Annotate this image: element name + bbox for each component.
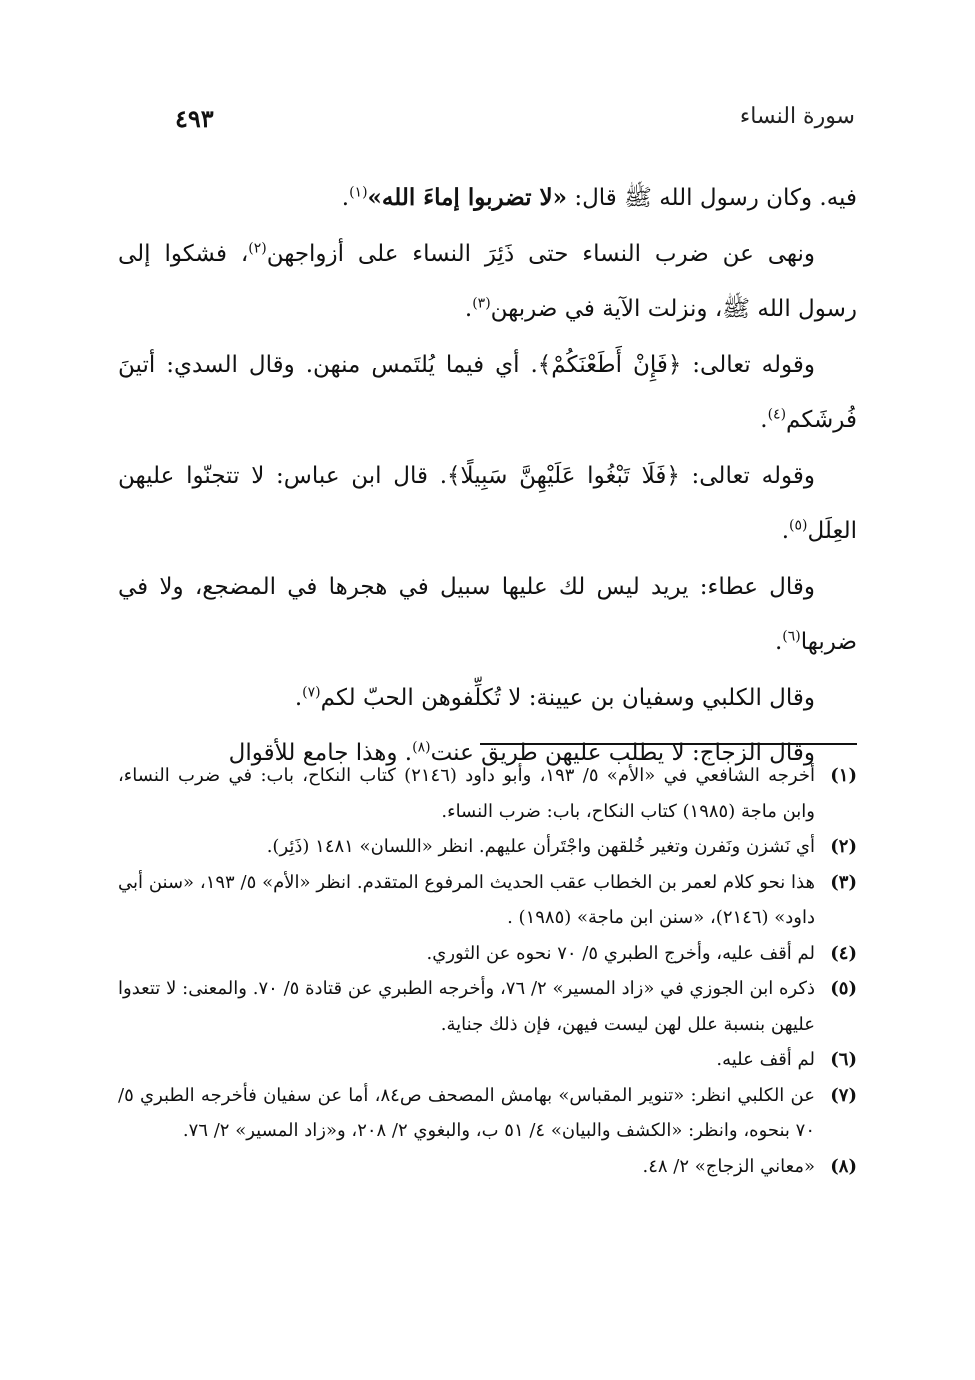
footnote-3 [118, 865, 857, 936]
footnote-text: هذا نحو كلام لعمر بن الخطاب عقب الحديث المرفوع المتقدم. انظر «الأم» ٥/ ١٩٣، «سنن أبي داود» (٢١٤٦)، «سنن ابن ماجة» (١٩٨٥) . [118, 871, 815, 928]
paragraph-6 [118, 671, 857, 727]
paragraph-end: . [464, 296, 473, 322]
main-text [118, 170, 857, 782]
paragraph-5 [118, 560, 857, 671]
footnote-text: أي نَشزن ونَفرن وتغير خُلقهن واجْتَرأن عليهم. انظر «اللسان» ١٤٨١ (ذَئِر). [266, 836, 815, 857]
paragraph-2 [118, 227, 857, 338]
page-header [120, 104, 855, 138]
footnote-number: (٣) [830, 871, 857, 893]
footnotes [118, 758, 857, 1184]
paragraph-text: وقال الكلبي وسفيان بن عيينة: لا تُكلِّفوهن الحبّ لكم [320, 684, 815, 711]
footnote-ref: (٢) [248, 239, 267, 256]
paragraph-3 [118, 338, 857, 449]
paragraph-end: . [781, 518, 789, 544]
paragraph-text: ، فشكوا إلى رسول الله ﷺ، ونزلت الآية في ضربهن [118, 240, 857, 322]
footnote-2 [118, 829, 857, 865]
paragraph-end: . [760, 407, 768, 433]
footnote-1 [118, 758, 857, 829]
paragraph-text: وقوله تعالى: ﴿فَإِنْ أَطَعْنَكُمْ﴾. أي فيما يُلتَمس منهن. وقال السدي: أتينَ فُرشَكم [118, 351, 857, 433]
footnote-text: لم أقف عليه. [716, 1049, 815, 1070]
footnote-ref: (٣) [472, 295, 491, 312]
footnote-6 [118, 1042, 857, 1078]
footnote-number: (٤) [830, 942, 857, 964]
footnote-text: عن الكلبي انظر: «تنوير المقباس» بهامش المصحف ص٨٤، أما عن سفيان فأخرجه الطبري ٥/ ٧٠ بنحوه، وانظر: «الكشف والبيان» ٤/ ٥١ ب، والبغوي ٢/ ٢٠٨، و«زاد المسير» ٢/ ٧٦. [118, 1084, 815, 1141]
paragraph-text: وقوله تعالى: ﴿فَلَا تَبْغُوا عَلَيْهِنَّ سَبِيلًا﴾. قال ابن عباس: لا تتجنّوا عليهن العِلَل [118, 462, 857, 544]
footnote-number: (٧) [830, 1084, 857, 1106]
footnote-4 [118, 936, 857, 972]
footnote-number: (١) [830, 765, 857, 786]
footnote-8 [118, 1149, 857, 1185]
footnote-number: (٨) [830, 1155, 857, 1177]
footnote-divider [480, 743, 857, 745]
footnote-text: «معاني الزجاج» ٢/ ٤٨. [642, 1155, 815, 1177]
footnote-7 [118, 1078, 857, 1149]
footnote-text: لم أقف عليه، وأخرج الطبري ٥/ ٧٠ نحوه عن الثوري. [426, 942, 815, 964]
paragraph-end: . [774, 629, 783, 655]
paragraph-end: . [294, 684, 303, 711]
paragraph-1 [118, 170, 857, 227]
footnote-number: (٦) [830, 1049, 857, 1070]
footnote-ref: (١) [349, 184, 368, 201]
paragraph-text: ونهى عن ضرب النساء حتى ذَئِرَ النساء على أزواجهن [266, 240, 815, 267]
paragraph-text: وقال الزجاج: لا يطلب عليهن طريق عنت [430, 740, 815, 766]
footnote-ref: (٦) [782, 628, 801, 645]
paragraph-end: . [341, 185, 350, 211]
footnote-text: أخرجه الشافعي في «الأم» ٥/ ١٩٣، وأبو داود (٢١٤٦) كتاب النكاح، باب: في ضرب النساء، وابن ماجة (١٩٨٥) كتاب النكاح، باب: ضرب النساء. [118, 765, 815, 822]
hadith-quote: «لا تضربوا إماءَ الله» [367, 184, 568, 211]
footnote-ref: (٨) [412, 739, 431, 756]
paragraph-text: وقال عطاء: يريد ليس لك عليها سبيل في هجرها في المضجع، ولا في ضربها [118, 573, 857, 655]
paragraph-text: فيه. وكان رسول الله ﷺ قال: [567, 185, 857, 211]
footnote-ref: (٧) [302, 683, 321, 700]
footnote-number: (٢) [830, 836, 857, 857]
footnote-number: (٥) [830, 978, 857, 999]
footnote-5 [118, 971, 857, 1042]
page-number: ٤٩٣ [175, 104, 214, 133]
footnote-text: ذكره ابن الجوزي في «زاد المسير» ٢/ ٧٦، وأخرجه الطبري عن قتادة ٥/ ٧٠. والمعنى: لا تتعدوا عليهن بنسبة علل لهن ليست فيهن، فإن ذلك جناية. [118, 978, 815, 1035]
running-title: سورة النساء [739, 104, 855, 129]
paragraph-text: . وهذا جامع للأقوال [228, 740, 413, 766]
paragraph-4 [118, 449, 857, 560]
footnote-ref: (٤) [767, 406, 787, 423]
footnote-ref: (٥) [789, 517, 808, 534]
